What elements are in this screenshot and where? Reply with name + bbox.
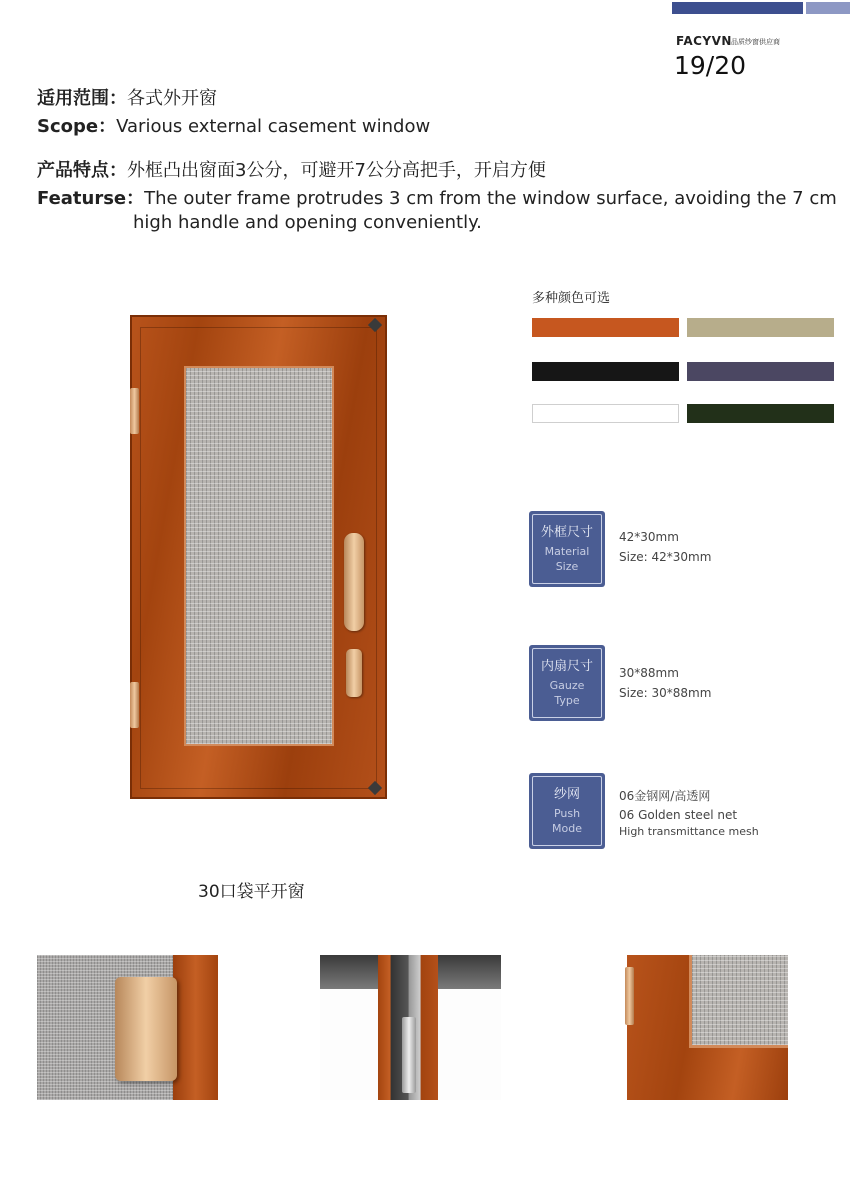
handle-closeup-icon: [115, 977, 177, 1081]
spec-label-cn: 外框尺寸: [540, 525, 593, 540]
feature-en-line2: high handle and opening conveniently.: [133, 212, 482, 233]
scope-en: [37, 112, 430, 138]
hinge-icon: [130, 682, 139, 728]
scope-en-label: Scope：: [37, 116, 117, 137]
hinge-icon: [130, 388, 139, 434]
header-accent-bar-light: [806, 2, 850, 14]
brand-name: FACYVN: [676, 34, 732, 48]
feature-cn: [37, 156, 546, 182]
mesh-corner: [689, 955, 788, 1048]
feature-en: [37, 184, 837, 210]
color-swatch-black: [532, 362, 679, 381]
feature-cn-text: 外框凸出窗面3公分，可避开7公分高把手，开启方便: [127, 160, 546, 181]
spec-label-box: [529, 645, 605, 721]
spec-value: 42*30mm: [619, 530, 679, 544]
color-swatch-wood: [532, 318, 679, 337]
page-number: 19/20: [674, 51, 747, 80]
spec-value-net: 06 Golden steel net: [619, 808, 738, 822]
detail-photo-corner: [607, 955, 788, 1100]
spec-value-size: Size: 30*88mm: [619, 686, 712, 700]
spec-label-en2: Type: [554, 694, 580, 707]
brand-tagline: 品质纱窗供应商: [731, 38, 780, 46]
spec-label-cn: 纱网: [553, 787, 580, 802]
spec-label-box: [529, 511, 605, 587]
wood-frame-strip: [173, 955, 218, 1100]
spec-label-en1: Push: [553, 807, 581, 820]
hinge-icon: [625, 967, 634, 1025]
color-swatch-white: [532, 404, 679, 423]
feature-cn-label: 产品特点：: [37, 160, 127, 181]
feature-en-line1: The outer frame protrudes 3 cm from the window surface, avoiding the 7 cm: [144, 188, 837, 209]
spec-label-box: [529, 773, 605, 849]
product-caption: 30口袋平开窗: [198, 882, 305, 902]
spec-value: 06金钢网/高透网: [619, 789, 711, 803]
spec-value-mesh: High transmittance mesh: [619, 825, 759, 838]
color-swatch-dark-green: [687, 404, 834, 423]
window-mesh: [184, 366, 334, 746]
scope-cn-text: 各式外开窗: [127, 88, 217, 109]
detail-photo-lock: [320, 955, 501, 1100]
spec-label-en2: Mode: [552, 822, 582, 835]
feature-en-label: Featurse：: [37, 188, 145, 209]
lock-plate-icon: [402, 1017, 416, 1093]
color-swatch-purple-grey: [687, 362, 834, 381]
color-options-title: 多种颜色可选: [532, 291, 611, 306]
spec-label-cn: 内扇尺寸: [540, 659, 593, 674]
spec-label-en1: Material: [544, 545, 590, 558]
detail-photo-handle: [37, 955, 218, 1100]
header-accent-bar: [672, 2, 803, 14]
color-swatch-champagne: [687, 318, 834, 337]
scope-cn-label: 适用范围：: [37, 88, 127, 109]
spec-label-en1: Gauze: [549, 679, 585, 692]
spec-label-en2: Size: [555, 560, 579, 573]
spec-value: 30*88mm: [619, 666, 679, 680]
spec-value-size: Size: 42*30mm: [619, 550, 712, 564]
scope-en-text: Various external casement window: [116, 116, 431, 137]
window-handle-icon: [344, 533, 364, 631]
window-latch-icon: [346, 649, 362, 697]
scope-cn: [37, 84, 217, 110]
